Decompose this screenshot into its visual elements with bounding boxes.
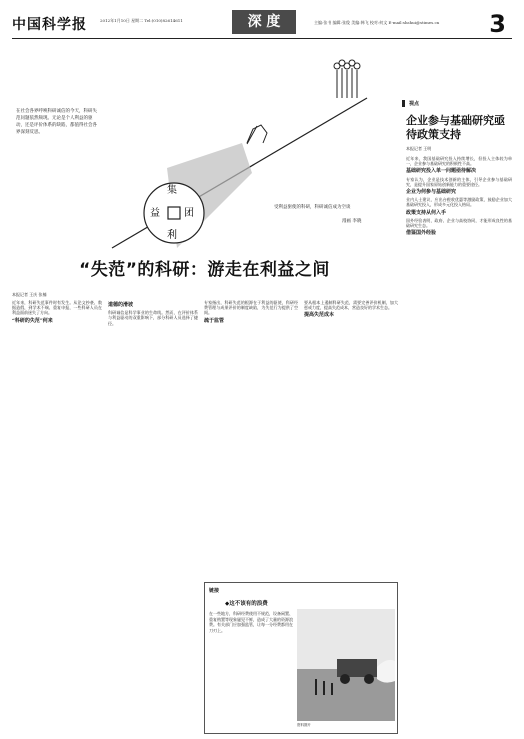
newspaper-brand: 中国科学报 xyxy=(12,17,87,33)
link-box xyxy=(204,582,398,734)
illustration-intro: 在社会各界呼唤科研诚信的今天，科研失范问题依然频现。无论是个人利益的驱动，还是评价体系的缺陷，都值得社会各界深刻反思。 xyxy=(16,109,97,135)
seal-char-left: 益 xyxy=(150,208,160,219)
link-box-title: ◆这不该有的浪费 xyxy=(225,601,268,607)
column-2-subhead: 道德的滑坡 xyxy=(108,302,134,308)
sidebar-title: 企业参与基础研究亟待政策支持 xyxy=(406,114,505,141)
sidebar-subhead: 政策支持从何入手 xyxy=(406,209,447,216)
article-column-4 xyxy=(304,300,398,578)
masthead-rule xyxy=(12,38,512,39)
illustration-caption: 受利益驱使的科研，科研诚信成为空谈 xyxy=(274,205,351,210)
sidebar-tag: 视点 xyxy=(402,100,419,107)
masthead xyxy=(12,10,512,44)
column-4-text: 要从根本上遏制科研失范，需要完善评价机制，加大惩戒力度，提高失范成本，营造良好的学术生态。 xyxy=(304,300,398,311)
column-2-text: 科研诚信是科学事业的生命线。然而，在评价体系与利益驱动的双重影响下，部分科研人员选择了捷径。 xyxy=(108,310,198,326)
sidebar-body xyxy=(406,156,512,726)
seal-char-top: 集 xyxy=(167,185,177,196)
link-box-text: 在一些地方，科研经费使用不规范，设备闲置、重复购置等现象屡见不鲜，造成了大量的资源浪费。有关部门应加强监管，让每一分经费都用在刀刃上。 xyxy=(209,611,293,633)
sidebar-byline: 本报记者 王明 xyxy=(406,146,432,151)
article-column-1 xyxy=(12,300,102,730)
sidebar-subhead: 企业为何参与基础研究 xyxy=(406,189,457,196)
sidebar-paragraph: 专家认为，企业是技术创新的主体，引导企业参与基础研究，是提升国家原始创新能力的重要途径。 xyxy=(406,176,512,187)
section-banner: 深 度 xyxy=(232,10,296,34)
link-box-photo xyxy=(297,609,395,721)
column-4-subhead: 提高失范成本 xyxy=(304,312,335,319)
link-box-label: 链接 xyxy=(209,588,220,594)
illustration-drawing xyxy=(12,48,397,253)
column-1-subhead: “科研的失范”何来 xyxy=(12,317,53,324)
sidebar-paragraph: 近年来，我国基础研究投入持续增长，但投入主体较为单一，企业参与基础研究的积极性不高。 xyxy=(406,156,512,167)
column-3-text: 专家指出，科研失范的根源在于利益的驱使，科研经费管理与成果评价的制度缺陷，为失范行为提供了空间。 xyxy=(204,300,298,316)
sidebar-subhead: 基础研究投入单一问题亟待解决 xyxy=(406,168,477,175)
headline-text: “失范”的科研：游走在利益之间 xyxy=(79,260,330,280)
column-1-text: 近年来，科研失范事件时有发生。从论文抄袭、数据造假，到学术不端、重复申报，一些科研人员在利益面前迷失了方向。 xyxy=(12,300,102,316)
sidebar-paragraph: 业内人士建议，应出台税收优惠等激励政策，鼓励企业加大基础研究投入，形成多元化投入格局。 xyxy=(406,197,512,208)
seal-char-bottom: 利 xyxy=(167,230,177,241)
editors-line: 主编:张书 编辑:张俊 美编:韩飞 校对:何文 E-mail:shshui@stimes.cn xyxy=(314,20,440,25)
article-column-2 xyxy=(108,300,198,730)
photo-scene xyxy=(297,609,395,721)
link-box-caption: 资料图片 xyxy=(297,723,311,727)
sidebar-subhead: 借鉴国外经验 xyxy=(406,230,437,237)
sidebar-article xyxy=(402,100,514,730)
sidebar-paragraph: 国外经验表明，政府、企业与高校协同，才能形成良性的基础研究生态。 xyxy=(406,217,512,229)
article-column-3 xyxy=(204,300,298,578)
column-3-subhead: 疏于监管 xyxy=(204,317,225,324)
page-number: 3 xyxy=(489,10,506,38)
date-line: 2012年1月10日 星期二 Tel:(010)82614611 xyxy=(100,18,183,23)
article-byline: 本报记者 王庆 张楠 xyxy=(12,292,47,297)
illustration-credit: 漫画 李晓 xyxy=(342,219,362,224)
seal-char-right: 团 xyxy=(184,208,194,219)
feature-illustration xyxy=(12,48,397,253)
headline xyxy=(12,252,397,288)
